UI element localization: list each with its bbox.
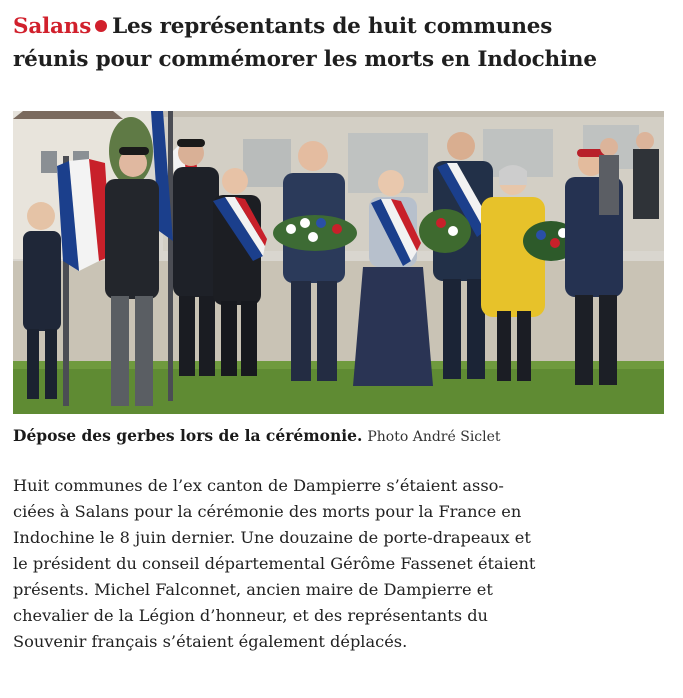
article-body [13,473,668,655]
headline [13,10,673,76]
body-line: Souvenir français s’étaient également déplacés. [13,632,408,651]
photo-caption [13,426,673,447]
ceremony-photo [13,111,664,414]
body-line: Indochine le 8 juin dernier. Une douzaine de porte-drapeaux et [13,528,531,547]
body-line: Huit communes de l’ex canton de Dampierre s’étaient asso- [13,476,504,495]
body-line: chevalier de la Légion d’honneur, et des représentants du [13,606,488,625]
headline-line-2: réunis pour commémorer les morts en Indochine [13,47,597,72]
body-line: ciées à Salans pour la cérémonie des morts pour la France en [13,502,522,521]
caption-credit: Photo André Siclet [367,429,501,445]
kicker-bullet-icon [95,20,107,32]
body-line: présents. Michel Falconnet, ancien maire de Dampierre et [13,580,493,599]
headline-kicker: Salans [13,14,92,39]
body-line: le président du conseil départemental Gérôme Fassenet étaient [13,554,536,573]
caption-title: Dépose des gerbes lors de la cérémonie. [13,426,363,445]
headline-line-1: Les représentants de huit communes [112,14,553,39]
